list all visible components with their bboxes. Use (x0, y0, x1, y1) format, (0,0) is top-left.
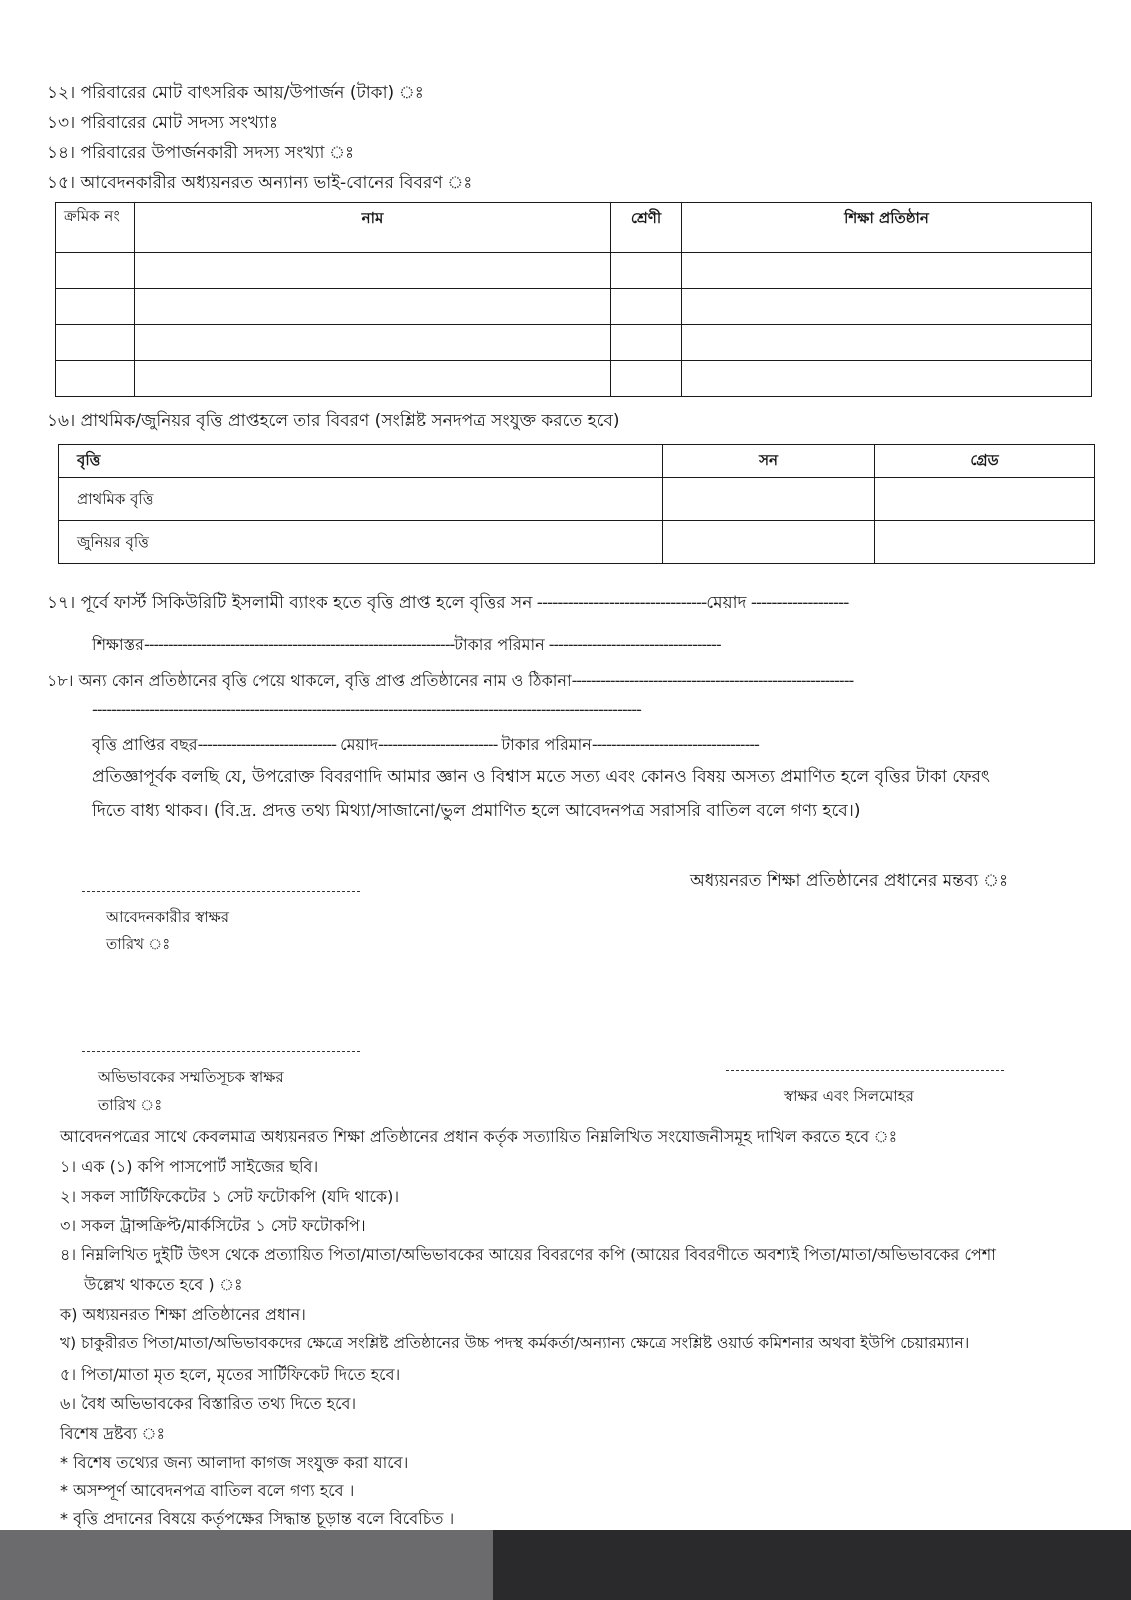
table-row[interactable] (56, 325, 1092, 361)
item-17-label: ১৭। পূর্বে ফার্স্ট সিকিউরিটি ইসলামী ব্যাংক হতে বৃত্তি প্রাপ্ত হলে বৃত্তির সন (47, 593, 533, 613)
declaration-line-1: প্রতিজ্ঞাপূর্বক বলছি যে, উপরোক্ত বিবরণাদি আমার জ্ঞান ও বিশ্বাস মতে সত্য এবং কোনও বিষয় অসত্য প্রমাণিত হলে বৃত্তির টাকা ফেরৎ (92, 767, 990, 787)
guardian-date-label: তারিখ ঃ (98, 1096, 163, 1114)
item-18-blank-line: ------------------------------------------------------------------------------------------------------------------- (92, 700, 641, 719)
table-row[interactable] (59, 478, 1095, 521)
item-13: ১৩। পরিবারের মোট সদস্য সংখ্যাঃ (47, 113, 278, 133)
header-scholarship: বৃত্তি (59, 445, 663, 478)
attachment-2: ২। সকল সার্টিফিকেটের ১ সেট ফটোকপি (যদি থাকে)। (60, 1187, 400, 1206)
item-18-label: ১৮। অন্য কোন প্রতিষ্ঠানের বৃত্তি পেয়ে থাকলে, বৃত্তি প্রাপ্ত প্রতিষ্ঠানের নাম ও ঠিকানা (47, 671, 572, 690)
header-serial: ক্রমিক নং (56, 203, 135, 253)
attachment-3: ৩। সকল ট্রান্সক্রিপ্ট/মার্কসিটের ১ সেট ফটোকপি। (60, 1216, 366, 1235)
applicant-signature-label: আবেদনকারীর স্বাক্ষর (106, 908, 229, 926)
attachment-5: ৫। পিতা/মাতা মৃত হলে, মৃতের সার্টিফিকেট দিতে হবে। (60, 1365, 401, 1384)
item-17-amount: টাকার পরিমান (454, 635, 545, 654)
note-3: * বৃত্তি প্রদানের বিষয়ে কর্তৃপক্ষের সিদ্ধান্ত চূড়ান্ত বলে বিবেচিত । (60, 1509, 455, 1528)
attachment-4: ৪। নিম্নলিখিত দুইটি উৎস থেকে প্রত্যায়িত পিতা/মাতা/অভিভাবকের আয়ের বিবরণের কপি (আয়ের বিবরণীতে অবশ্যই পিতা/মাতা/অভিভাবকের পেশা (60, 1245, 996, 1264)
note-1: * বিশেষ তথ্যের জন্য আলাদা কাগজ সংযুক্ত করা যাবে। (60, 1453, 409, 1472)
header-grade: গ্রেড (875, 445, 1095, 478)
item-17-duration: মেয়াদ (706, 593, 747, 613)
guardian-signature-line (82, 1051, 360, 1052)
siblings-table (55, 202, 1092, 397)
scholarship-table (58, 444, 1095, 564)
attachment-4-a: ক) অধ্যয়নরত শিক্ষা প্রতিষ্ঠানের প্রধান। (60, 1305, 306, 1324)
attachment-1: ১। এক (১) কপি পাসপোর্ট সাইজের ছবি। (60, 1157, 319, 1176)
footer-bar-left (0, 1530, 493, 1600)
footer-bar-right (493, 1530, 1131, 1600)
guardian-signature-label: অভিভাবকের সম্মতিসূচক স্বাক্ষর (98, 1068, 284, 1086)
item-18-year: বৃত্তি প্রাপ্তির বছর (92, 735, 198, 754)
table-row[interactable] (59, 521, 1095, 564)
item-14: ১৪। পরিবারের উপার্জনকারী সদস্য সংখ্যা ঃ (47, 143, 355, 163)
item-18-line: ১৮। অন্য কোন প্রতিষ্ঠানের বৃত্তি পেয়ে থাকলে, বৃত্তি প্রাপ্ত প্রতিষ্ঠানের নাম ও ঠিকানা----------------------------------------------------------- (47, 671, 854, 690)
item-18-line-3: বৃত্তি প্রাপ্তির বছর----------------------------- মেয়াদ------------------------- টাকার পরিমান----------------------------------- (92, 735, 759, 754)
row-primary-scholarship: প্রাথমিক বৃত্তি (59, 478, 663, 521)
table-row[interactable] (56, 289, 1092, 325)
item-18-duration: মেয়াদ (340, 735, 378, 754)
row-junior-scholarship: জুনিয়র বৃত্তি (59, 521, 663, 564)
header-name: নাম (135, 203, 611, 253)
item-17-line: ১৭। পূর্বে ফার্স্ট সিকিউরিটি ইসলামী ব্যাংক হতে বৃত্তি প্রাপ্ত হলে বৃত্তির সন ---------------------------------মেয়াদ ------------------- (47, 593, 849, 613)
item-15: ১৫। আবেদনকারীর অধ্যয়নরত অন্যান্য ভাই-বোনের বিবরণ ঃ (47, 173, 473, 193)
applicant-signature-line (82, 891, 360, 892)
table-row[interactable] (56, 253, 1092, 289)
table-row[interactable] (56, 361, 1092, 397)
item-17-line-2: শিক্ষাস্তর-----------------------------------------------------------------টাকার পরিমান ------------------------------------ (92, 635, 721, 654)
item-18-amount: টাকার পরিমান (501, 735, 592, 754)
attachment-6: ৬। বৈধ অভিভাবকের বিস্তারিত তথ্য দিতে হবে। (60, 1394, 357, 1413)
head-signature-line (726, 1070, 1004, 1071)
declaration (92, 760, 990, 828)
applicant-date-label: তারিখ ঃ (106, 935, 171, 953)
item-12: ১২। পরিবারের মোট বাৎসরিক আয়/উপার্জন (টাকা) ঃ (47, 83, 424, 103)
header-institution: শিক্ষা প্রতিষ্ঠান (682, 203, 1092, 253)
notes-title: বিশেষ দ্রষ্টব্য ঃ (60, 1424, 165, 1443)
head-comment-label: অধ্যয়নরত শিক্ষা প্রতিষ্ঠানের প্রধানের মন্তব্য ঃ (690, 871, 1009, 891)
attachment-4-cont: উল্লেখ থাকতে হবে ) ঃ (84, 1275, 243, 1294)
header-year: সন (663, 445, 875, 478)
item-16: ১৬। প্রাথমিক/জুনিয়র বৃত্তি প্রাপ্তহলে তার বিবরণ (সংশ্লিষ্ট সনদপত্র সংযুক্ত করতে হবে) (47, 411, 620, 431)
header-class: শ্রেণী (611, 203, 682, 253)
attachment-4-b: খ) চাকুরীরত পিতা/মাতা/অভিভাবকদের ক্ষেত্রে সংশ্লিষ্ট প্রতিষ্ঠানের উচ্চ পদস্থ কর্মকর্তা/অন্যান্য ক্ষেত্রে সংশ্লিষ্ট ওয়ার্ড কমিশনার অথবা ইউপি চেয়ারম্যান। (60, 1334, 970, 1352)
declaration-line-2: দিতে বাধ্য থাকব। (বি.দ্র. প্রদত্ত তথ্য মিথ্যা/সাজানো/ভুল প্রমাণিত হলে আবেদনপত্র সরাসরি বাতিল বলে গণ্য হবে।) (92, 801, 861, 821)
sign-seal-label: স্বাক্ষর এবং সিলমোহর (784, 1087, 914, 1105)
item-17-level: শিক্ষাস্তর (92, 635, 144, 654)
note-2: * অসম্পূর্ণ আবেদনপত্র বাতিল বলে গণ্য হবে । (60, 1481, 355, 1500)
attachments-intro: আবেদনপত্রের সাথে কেবলমাত্র অধ্যয়নরত শিক্ষা প্রতিষ্ঠানের প্রধান কর্তৃক সত্যায়িত নিম্নলিখিত সংযোজনীসমূহ দাখিল করতে হবে ঃ (60, 1127, 898, 1146)
